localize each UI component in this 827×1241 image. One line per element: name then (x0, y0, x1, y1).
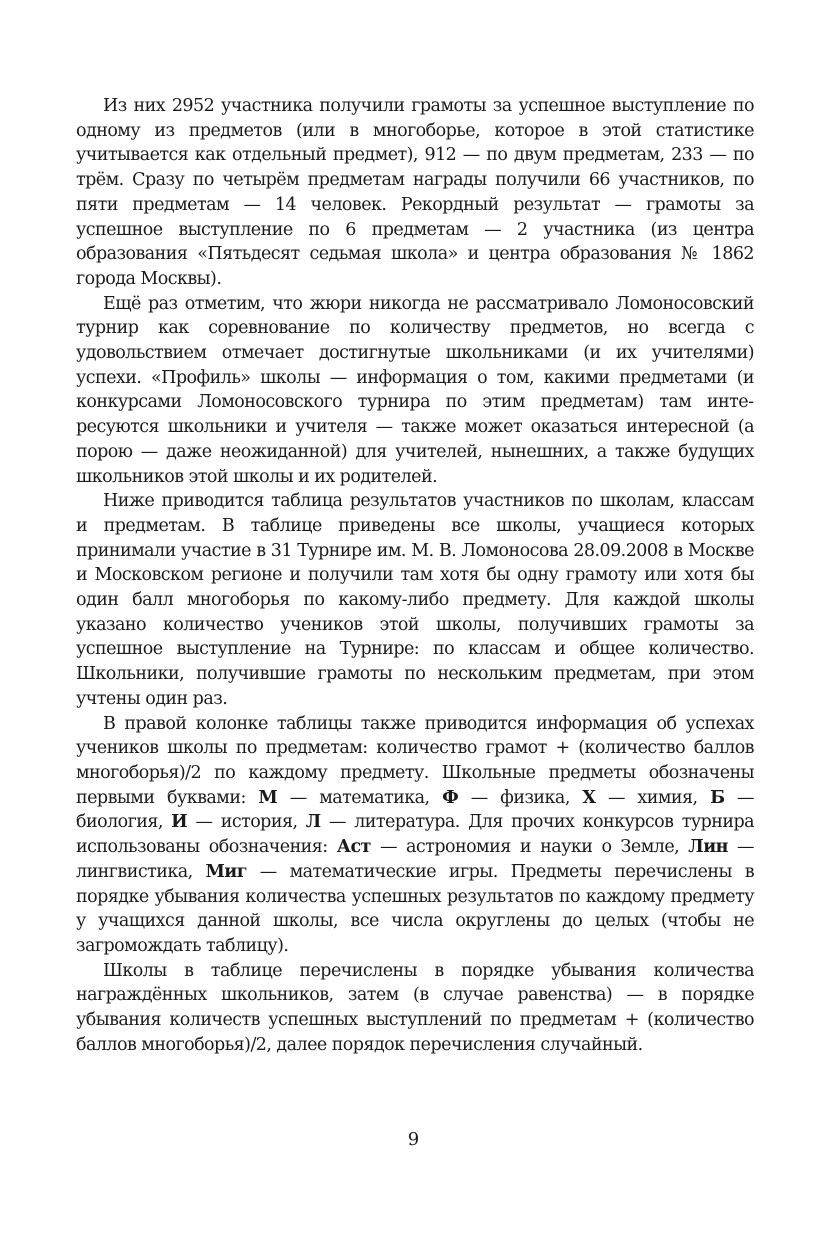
abbr-physics-text: — физика, (458, 787, 583, 808)
abbr-math-games: Миг (205, 861, 247, 882)
page-body (76, 94, 754, 1057)
abbr-math-games-text: — математические игры. Предметы перечислены в порядке убывания количества успешных результатов по каждому предмету у учащихся данной школы, все числа округлены до целых (чтобы не загромождать таблицу). (76, 861, 755, 956)
abbr-chemistry: Х (582, 787, 596, 808)
abbr-history-text: — история, (187, 812, 306, 833)
abbr-biology: Б (710, 787, 725, 808)
abbr-math: М (258, 787, 278, 808)
page-number: 9 (407, 1129, 420, 1150)
abbr-math-text: — математика, (277, 787, 443, 808)
abbr-literature-text: — литература. Для прочих конкурсов турнира использованы обозначения: (76, 812, 755, 858)
paragraph-statistics: Из них 2952 участника получили грамоты за успешное выступление по одному из предметов (или в многоборье, которое в этой статистике учитывается как отдельный предмет), 912 — по двум предметам, 233 — по трём. Сразу по четырём предметам награды получили 66 участников, по пяти предметам — 14 человек. Рекордный результат — грамоты за успешное выступление по 6 предметам — 2 участника (из центра образования «Пятьдесят седьмая школа» и центра образования № 1862 города Москвы). (76, 96, 754, 289)
abbr-linguistics: Лин (688, 837, 728, 858)
abbr-literature: Л (305, 812, 321, 833)
abbr-intro-text: В правой колонке таблицы также приводится информация об успехах учеников школы по предметам: количество грамот + (количество баллов многоборья)/2 по каждому предмету. Школьные предметы обозначены первыми буквами: (76, 713, 754, 808)
paragraph-subject-abbreviations (76, 712, 754, 959)
abbr-chemistry-text: — химия, (595, 787, 711, 808)
abbr-history: И (171, 812, 188, 833)
paragraph-ordering: Школы в таблице перечислены в порядке убывания количества награждённых школьников, затем (в случае равенства) — в порядке убывания количеств успешных выступлений по предметам + (количество баллов многоборья)/2, далее порядок перечисления случайный. (76, 960, 754, 1055)
abbr-astronomy: Аст (336, 837, 371, 858)
abbr-physics: Ф (442, 787, 459, 808)
paragraph-school-profile: Ещё раз отметим, что жюри никогда не рассматривало Ломоносовский турнир как соревнование по количеству предметов, но всегда с удовольствием отмечает достигнутые школьниками (и их учителями) успехи. «Профиль» школы — информация о том, какими предметами (и конкурсами Ломоносовского турнира по этим предметам) там интересуются школьники и учителя — также может оказаться интересной (а порою — даже неожиданной) для учителей, нынешних, а также будущих школьников этой школы и их родителей. (76, 293, 754, 487)
abbr-linguistics-text: — лингвистика, (76, 837, 754, 882)
paragraph-table-description: Ниже приводится таблица результатов участников по школам, классам и предметам. В таблице приведены все школы, учащиеся которых принимали участие в 31 Турнире им. М. В. Ломоносова 28.09.2008 в Москве и Московском регионе и получили там хотя бы одну грамоту или хотя бы один балл многоборья по какому-либо предмету. Для каждой школы указано количество учеников этой школы, получивших грамоты за успешное выступление на Турнире: по классам и общее количество. Школьники, получившие грамоты по нескольким предметам, при этом учтены один раз. (76, 491, 754, 709)
abbr-astronomy-text: — астрономия и науки о Земле, (370, 837, 689, 858)
abbr-biology-text: — биология, (76, 787, 754, 833)
